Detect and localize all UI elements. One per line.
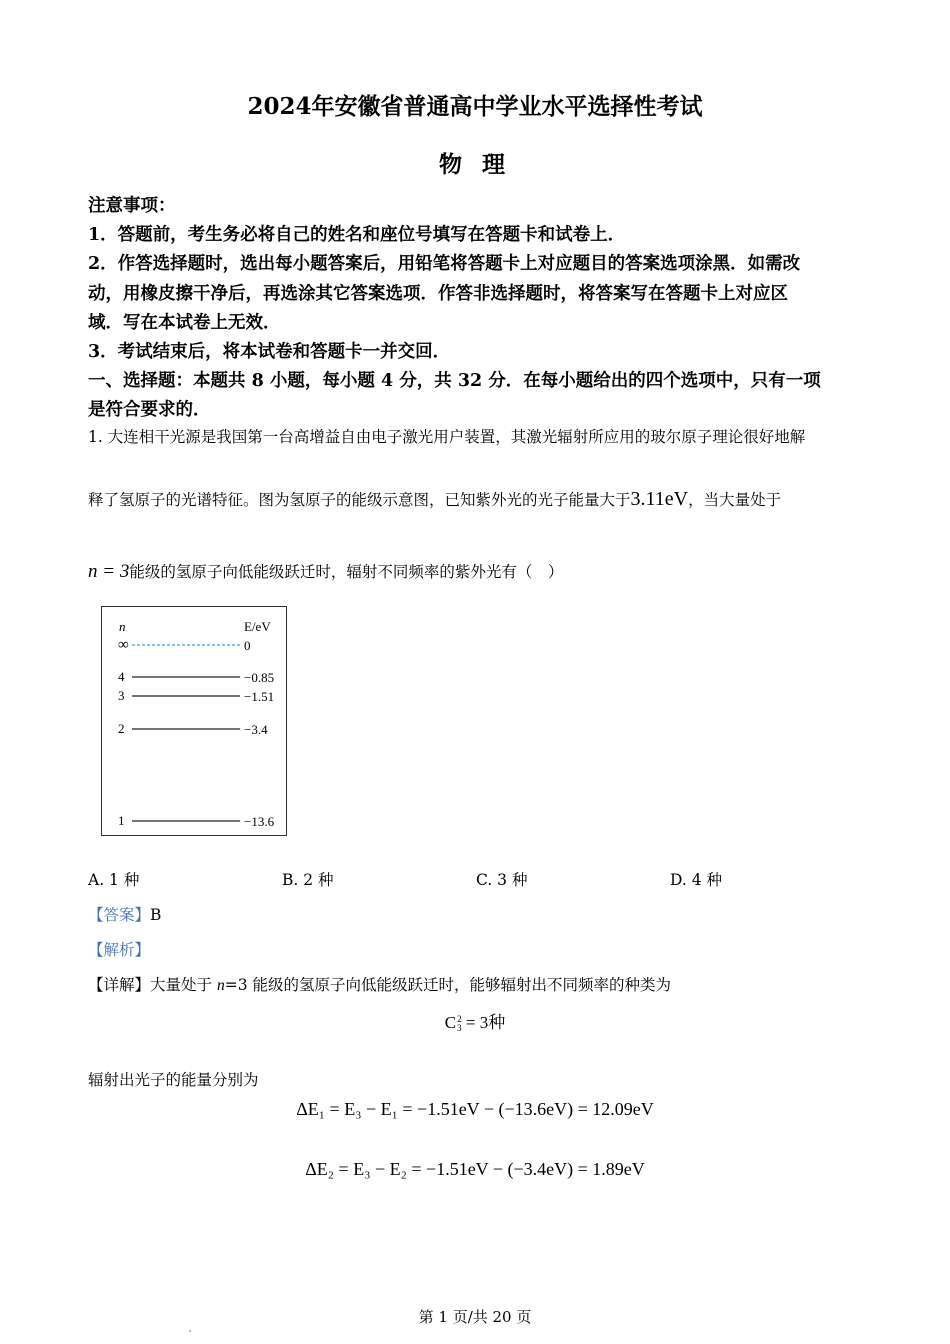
detail-tag: 【详解】 bbox=[88, 976, 151, 994]
notice-item: 1．答题前，考生务必将自己的姓名和座位号填写在答题卡和试卷上． bbox=[88, 225, 626, 245]
level-n-label: 3 bbox=[118, 688, 125, 703]
energy-formula-1: ΔE₁ = E₃ − E₁ = −1.51eV − (−13.6eV) = 12.09eV bbox=[296, 1099, 654, 1119]
page-number: 第 1 页/共 20 页 bbox=[418, 1308, 532, 1326]
energy-axis-label: E/eV bbox=[244, 619, 271, 634]
option-b: B. 2 种 bbox=[282, 871, 334, 889]
notice-item: 2．作答选择题时，选出每小题答案后，用铅笔将答题卡上对应题目的答案选项涂黑．如需改 bbox=[88, 254, 801, 274]
notice-item: 域．写在本试卷上无效． bbox=[88, 313, 281, 333]
combination-sup: 2 bbox=[457, 1013, 462, 1024]
level-energy-label: −0.85 bbox=[244, 670, 275, 685]
level-n-label: 4 bbox=[118, 669, 125, 684]
section-heading-cont: 是符合要求的． bbox=[88, 400, 211, 420]
detail-n: n bbox=[216, 977, 225, 994]
combination-c: C bbox=[444, 1013, 457, 1032]
option-d: D. 4 种 bbox=[670, 871, 723, 889]
energy-level-diagram bbox=[101, 606, 287, 836]
answer-line bbox=[88, 903, 161, 925]
level-energy-label: −1.51 bbox=[244, 689, 275, 704]
notice-item: 动，用橡皮擦干净后，再选涂其它答案选项．作答非选择题时，将答案写在答题卡上对应区 bbox=[88, 284, 788, 304]
level-energy-label: −13.6 bbox=[244, 814, 275, 829]
level-energy-label: 0 bbox=[244, 638, 251, 653]
question-text bbox=[88, 560, 563, 583]
question-text-part: 释了氢原子的光谱特征。图为氢原子的能级示意图，已知紫外光的光子能量大于 bbox=[88, 491, 631, 509]
combination-sub: 3 bbox=[457, 1022, 462, 1033]
level-n3: n = 3 bbox=[88, 561, 130, 582]
level-n-label: 2 bbox=[118, 721, 125, 736]
energy-formula-2: ΔE₂ = E₃ − E₂ = −1.51eV − (−3.4eV) = 1.89eV bbox=[305, 1159, 645, 1179]
question-text-part: ，当大量处于 bbox=[688, 491, 782, 509]
combination-result: = 3种 bbox=[461, 1013, 506, 1032]
answer-tag: 【答案】 bbox=[88, 906, 151, 924]
combination-formula bbox=[0, 1008, 950, 1033]
section-heading: 一、选择题：本题共 8 小题，每小题 4 分，共 32 分．在每小题给出的四个选项中，只有一项 bbox=[88, 371, 821, 391]
answer-value: B bbox=[150, 906, 162, 924]
level-energy-label: −3.4 bbox=[244, 722, 268, 737]
question-text-part: 能级的氢原子向低能级跃迁时，辐射不同频率的紫外光有（ ） bbox=[129, 563, 564, 581]
notice-item: 3．考试结束后，将本试卷和答题卡一并交回． bbox=[88, 342, 451, 362]
level-n-label: 1 bbox=[118, 813, 125, 828]
subject-title: 物 理 bbox=[438, 151, 511, 178]
notice-heading: 注意事项： bbox=[88, 196, 176, 216]
question-text bbox=[88, 488, 781, 511]
option-c: C. 3 种 bbox=[476, 871, 528, 889]
detail-text: 大量处于 bbox=[150, 976, 217, 994]
detail-text: =3 能级的氢原子向低能级跃迁时，能够辐射出不同频率的种类为 bbox=[224, 976, 671, 994]
option-a: A. 1 种 bbox=[88, 871, 140, 889]
level-n-label: ∞ bbox=[118, 637, 129, 653]
question-text: 1. 大连相干光源是我国第一台高增益自由电子激光用户装置，其激光辐射所应用的玻尔原子理论很好地解 bbox=[88, 428, 806, 446]
energy-level-svg bbox=[102, 607, 288, 837]
exam-title: 2024年安徽省普通高中学业水平选择性考试 bbox=[247, 93, 703, 120]
n-axis-label: n bbox=[119, 619, 126, 634]
page-mark bbox=[189, 1330, 191, 1332]
detail-line bbox=[88, 973, 671, 995]
analysis-tag: 【解析】 bbox=[88, 941, 151, 959]
energy-intro: 辐射出光子的能量分别为 bbox=[88, 1071, 259, 1089]
energy-threshold: 3.11eV bbox=[630, 488, 689, 510]
